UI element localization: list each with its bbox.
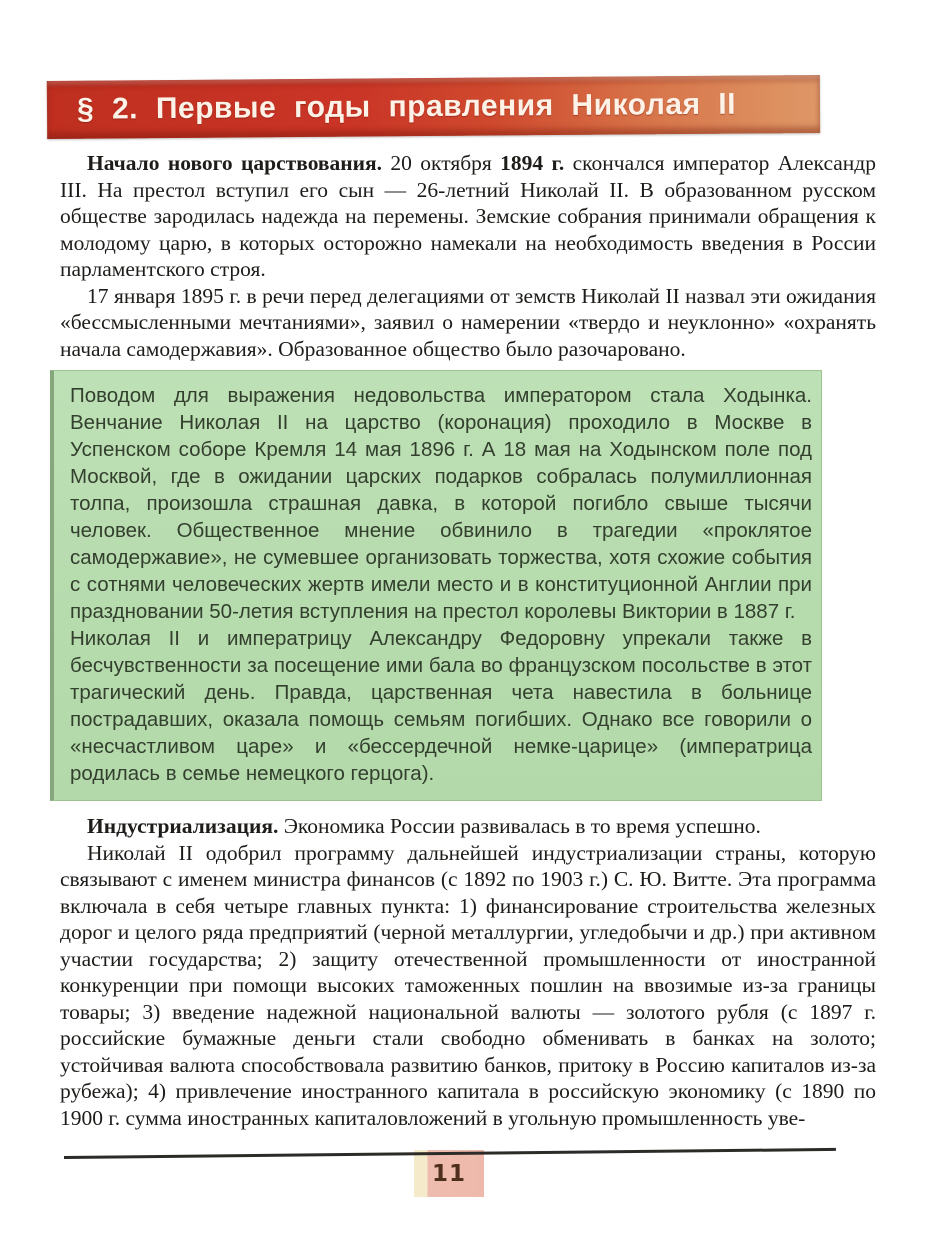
text-run: Экономика России развивалась в то время успешно. bbox=[278, 814, 761, 838]
paragraph bbox=[70, 625, 812, 787]
page-number-badge bbox=[414, 1150, 484, 1197]
paragraph bbox=[60, 813, 876, 840]
text-run: скончался император Александр III. На престол вступил его сын — 26-летний Николай II. В образованном русском обществе зародилась надежда на перемены. Земские собрания принимали обращения к молодому царю, в которых осторожно намекали на необходимость введения в России парламентского строя. bbox=[60, 151, 876, 281]
text-run: Николая II и императрицу Александру Федоровну упрекали также в бесчувственности за посещение ими бала во французском посольстве в этот трагический день. Правда, царственная чета навестила в больнице пострадавших, оказала помощь семьям погибших. Однако все говорили о «несчастливом царе» и «бессердечной немке-царице» (императрица родилась в семье немецкого герцога). bbox=[70, 627, 812, 785]
bold-text-run: Начало нового царствования. bbox=[87, 151, 383, 175]
section-heading-banner bbox=[47, 75, 820, 139]
paragraph bbox=[60, 840, 876, 1132]
intro-paragraphs bbox=[60, 150, 876, 362]
page-number: 11 bbox=[431, 1160, 466, 1187]
section-title: § 2. Первые годы правления Николая II bbox=[76, 87, 737, 126]
industrialization-paragraphs bbox=[60, 813, 876, 1131]
highlight-box-khodynka bbox=[50, 370, 822, 801]
text-column bbox=[60, 150, 876, 1131]
bold-text-run: 1894 г. bbox=[500, 151, 565, 175]
text-run: 20 октября bbox=[382, 151, 501, 175]
text-run: Поводом для выражения недовольства императором стала Ходынка. Венчание Николая II на царство (коронация) проходило в Москве в Успенском соборе Кремля 14 мая 1896 г. А 18 мая на Ходынском поле под Москвой, где в ожидании царских подарков собралась полумиллионная толпа, произошла страшная давка, в которой погибло свыше тысячи человек. Общественное мнение обвинило в трагедии «проклятое самодержавие», не сумевшее организовать торжества, хотя схожие события с сотнями человеческих жертв имели место и в конституционной Англии при праздновании 50-летия вступления на престол королевы Виктории в 1887 г. bbox=[70, 384, 812, 623]
paragraph bbox=[60, 150, 876, 283]
text-run: Николай II одобрил программу дальнейшей индустриализации страны, которую связывают с именем министра финансов (с 1892 по 1903 г.) С. Ю. Витте. Эта программа включала в себя четыре главных пункта: 1) финансирование строительства железных дорог и целого ряда предприятий (черной металлургии, угледобычи и др.) при активном участии государства; 2) защиту отечественной промышленности от иностранной конкуренции при помощи высоких таможенных пошлин на ввозимые из-за границы товары; 3) введение надежной национальной валюты — золотого рубля (с 1897 г. российские бумажные деньги стали свободно обменивать в банках на золото; устойчивая валюта способствовала развитию банков, притоку в Россию капиталов из-за рубежа); 4) привлечение иностранного капитала в российскую экономику (с 1890 по 1900 г. сумма иностранных капиталовложений в угольную промышленность уве- bbox=[60, 840, 876, 1130]
paragraph bbox=[70, 382, 812, 625]
paragraph bbox=[60, 283, 876, 363]
text-run: 17 января 1895 г. в речи перед делегациями от земств Николай II назвал эти ожидания «бессмысленными мечтаниями», заявил о намерении «твердо и неуклонно» «охранять начала самодержавия». Образованное общество было разочаровано. bbox=[60, 283, 876, 361]
bold-text-run: Индустриализация. bbox=[87, 814, 279, 838]
